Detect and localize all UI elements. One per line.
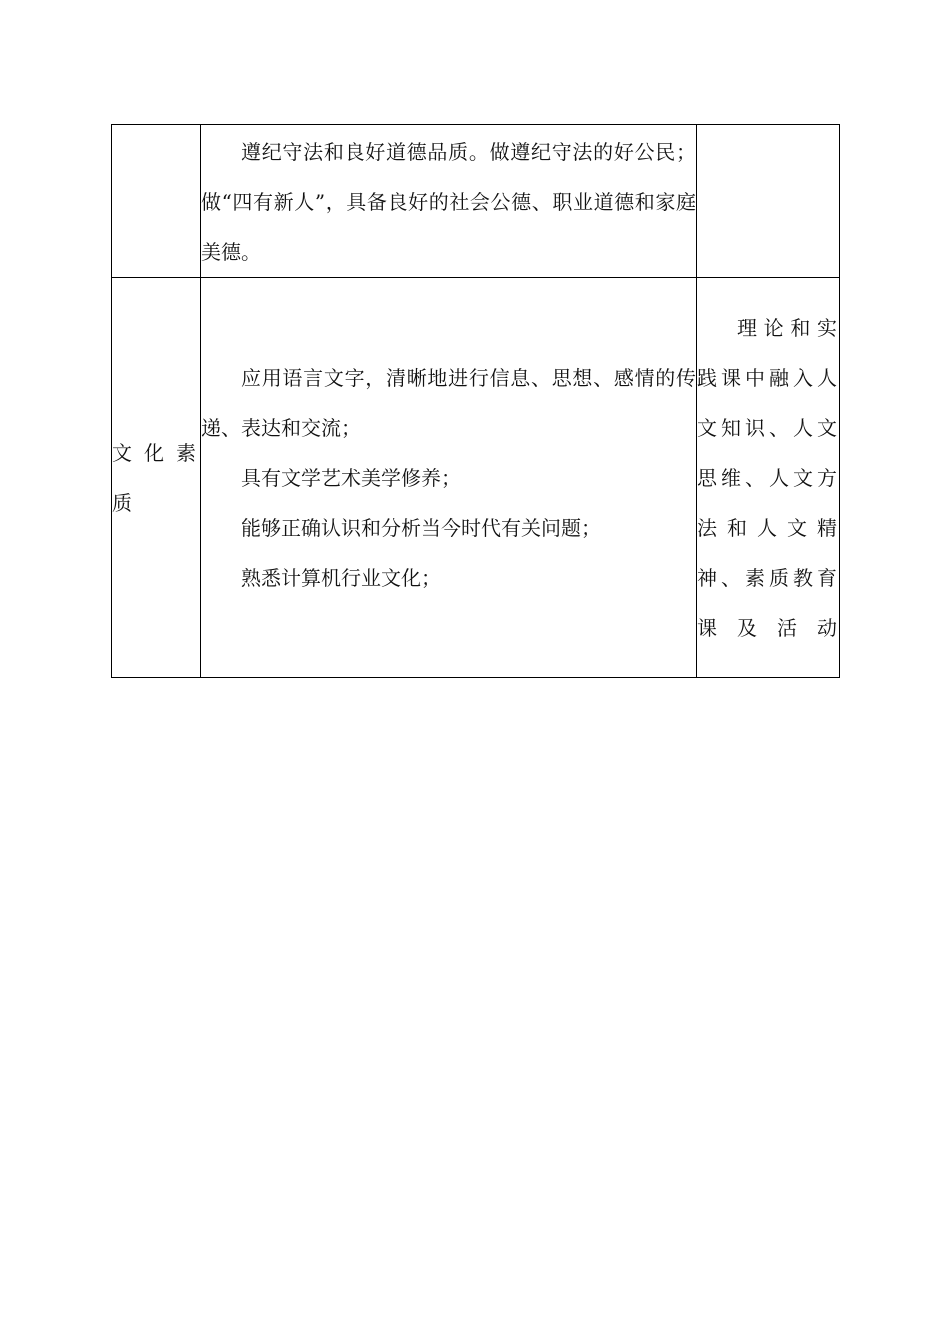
requirement-paragraph: 应用语言文字，清晰地进行信息、思想、感情的传递、表达和交流； <box>201 365 696 440</box>
table-row <box>112 125 840 278</box>
requirement-paragraph: 具有文学艺术美学修养； <box>241 465 461 490</box>
approach-text: 理论和实践课中融入人文知识、人文思维、人文方法和人文精神、素质教育课及活动 <box>697 315 839 640</box>
category-cell: 文化素质 <box>112 278 201 678</box>
approach-cell <box>697 278 840 678</box>
category-cell <box>112 125 201 278</box>
requirement-paragraph: 能够正确认识和分析当今时代有关问题； <box>241 515 601 540</box>
requirement-paragraph: 熟悉计算机行业文化； <box>241 565 441 590</box>
requirements-cell <box>201 278 697 678</box>
table-row <box>112 278 840 678</box>
approach-cell <box>697 125 840 278</box>
quality-requirements-table <box>111 124 840 678</box>
requirement-paragraph: 遵纪守法和良好道德品质。做遵纪守法的好公民；做“四有新人”，具备良好的社会公德、职业道德和家庭美德。 <box>201 140 696 264</box>
requirements-cell <box>201 125 697 278</box>
